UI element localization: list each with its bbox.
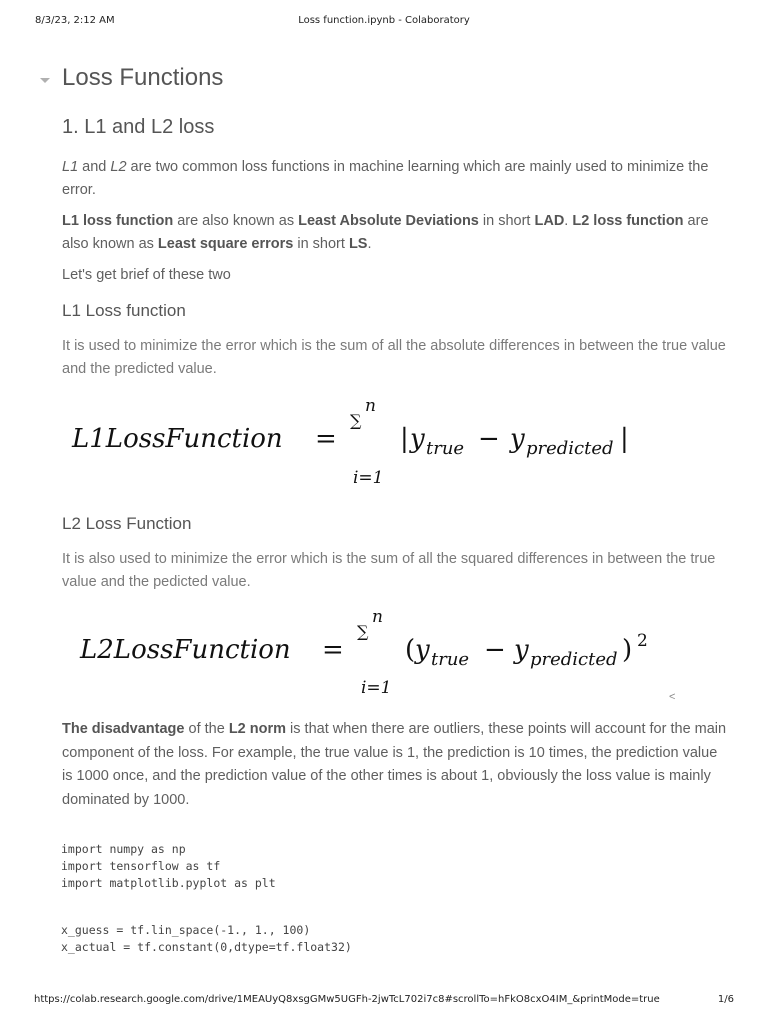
l1-eq-minus: − [478, 424, 500, 454]
l2-eq-rparen: ) [622, 635, 633, 665]
aka-text: . [564, 213, 573, 229]
aka-text: . [367, 236, 372, 252]
l1-eq-y2: y [510, 424, 525, 454]
intro-l1: L1 [62, 159, 79, 175]
l1-eq-bar-right: | [620, 424, 629, 454]
l1-description: It is used to minimize the error which is the sum of all the absolute differences in between the true value and the predicted value. [62, 338, 726, 377]
aka-text: Least Absolute Deviations [298, 213, 479, 229]
aka-paragraph [62, 210, 727, 256]
l2-eq-y2: y [514, 635, 529, 665]
l1-eq-lhs: L1LossFunction [72, 424, 283, 454]
code-line: x_actual = tf.constant(0,dtype=tf.float32) [61, 940, 352, 954]
code-line: import matplotlib.pyplot as plt [61, 876, 276, 890]
section-title: Loss Functions [62, 64, 224, 91]
l2-eq-sigma: ∑ [357, 622, 369, 641]
l1-eq-lower: i=1 [353, 468, 384, 488]
l1-eq-sigma: ∑ [350, 411, 362, 430]
aka-text: are also known as [62, 213, 709, 252]
print-title: Loss function.ipynb - Colaboratory [298, 15, 470, 26]
aka-text: LS [348, 236, 368, 252]
print-page-number: 1/6 [717, 994, 734, 1005]
disadvantage-paragraph [62, 718, 727, 812]
disadvantage-text: The disadvantage [62, 721, 185, 737]
l2-eq-y1: y [415, 635, 430, 665]
disadvantage-text: is that when there are outliers, these points will account for the main component of the loss. For example, the true value is 1, the prediction is 10 times, the prediction value is 1000 once, and the prediction value of the other times is about 1, obviously the loss value is mainly dominated by 1000. [62, 721, 727, 808]
code-line: x_guess = tf.lin_space(-1., 1., 100) [61, 923, 311, 937]
intro-l2: L2 [110, 159, 127, 175]
l2-eq-sub1: true [431, 649, 470, 670]
l1-eq-bar-left: | [400, 424, 409, 454]
l2-eq-sub2: predicted [530, 649, 618, 670]
l2-eq-equals: = [322, 635, 344, 665]
stray-character: < [669, 691, 676, 703]
l1-eq-equals: = [315, 424, 337, 454]
aka-text: in short [478, 213, 535, 229]
subsection-title: 1. L1 and L2 loss [62, 116, 215, 138]
disadvantage-text: L2 norm [228, 721, 287, 737]
code-line: import tensorflow as tf [61, 859, 221, 873]
intro-paragraph [62, 156, 727, 202]
l2-eq-power: 2 [637, 631, 648, 651]
aka-text: are also known as [173, 213, 299, 229]
aka-text: Least square errors [157, 236, 294, 252]
l2-description: It is also used to minimize the error which is the sum of all the squared differences in between the true value and the pedicted value. [62, 551, 716, 590]
code-cell-variables[interactable] [61, 922, 352, 956]
l1-eq-sub2: predicted [526, 438, 614, 459]
aka-text: in short [293, 236, 349, 252]
aka-text: L2 loss function [572, 213, 684, 229]
l1-eq-upper: n [365, 396, 376, 416]
l2-eq-upper: n [372, 607, 383, 627]
l2-eq-lower: i=1 [361, 678, 392, 698]
l2-heading: L2 Loss Function [62, 514, 192, 533]
l1-heading: L1 Loss function [62, 301, 186, 320]
collapse-section-icon[interactable] [40, 78, 50, 83]
brief-paragraph: Let's get brief of these two [62, 267, 231, 283]
aka-text: LAD [534, 213, 565, 229]
code-cell-imports[interactable] [61, 841, 276, 892]
l2-eq-lparen: ( [405, 635, 416, 665]
intro-text: are two common loss functions in machine learning which are mainly used to minimize the error. [62, 159, 709, 198]
l2-eq-minus: − [484, 635, 506, 665]
disadvantage-text: of the [184, 721, 229, 737]
intro-text: and [78, 159, 111, 175]
code-line: import numpy as np [61, 842, 186, 856]
l2-eq-lhs: L2LossFunction [80, 635, 291, 665]
print-datetime: 8/3/23, 2:12 AM [35, 15, 115, 26]
l1-eq-y1: y [410, 424, 425, 454]
print-url: https://colab.research.google.com/drive/1MEAUyQ8xsgGMw5UGFh-2jwTcL702i7c8#scrollTo=hFkO8cxO4IM_&printMode=true [34, 994, 660, 1005]
l1-eq-sub1: true [426, 438, 465, 459]
aka-text: L1 loss function [62, 213, 174, 229]
